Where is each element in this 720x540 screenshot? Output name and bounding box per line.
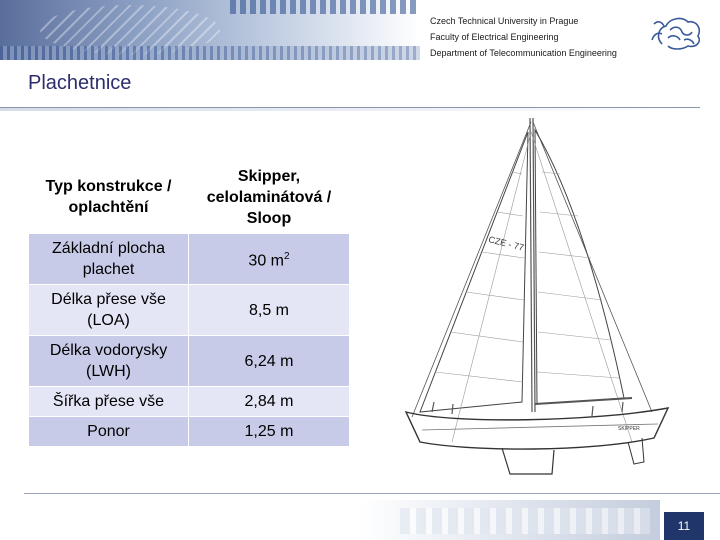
spec-label: Délka přese vše (LOA)	[29, 285, 189, 336]
spec-value: 6,24 m	[189, 336, 350, 387]
sailboat-drawing	[392, 112, 675, 479]
table-row	[29, 234, 350, 285]
table-row	[29, 417, 350, 447]
spec-value: Skipper, celolaminátová / Sloop	[189, 161, 350, 234]
table-row	[29, 387, 350, 417]
hull-label: SKIPPER	[618, 426, 640, 432]
institution-block	[430, 13, 617, 61]
title-divider	[0, 107, 700, 108]
slide-title: Plachetnice	[28, 72, 132, 94]
faculty-name: Faculty of Electrical Engineering	[430, 32, 559, 42]
spec-value-cell	[189, 234, 350, 285]
footer-decoration	[360, 500, 660, 540]
spec-label: Šířka přese vše	[29, 387, 189, 417]
university-name: Czech Technical University in Prague	[430, 16, 579, 26]
spec-label: Ponor	[29, 417, 189, 447]
page-number-badge: 11	[664, 512, 704, 540]
department-name: Department of Telecommunication Engineering	[430, 48, 617, 58]
spec-value: 8,5 m	[189, 285, 350, 336]
sail-number: CZE - 77	[487, 234, 525, 253]
spec-label: Délka vodorysky (LWH)	[29, 336, 189, 387]
specs-table	[28, 160, 350, 447]
table-row	[29, 285, 350, 336]
spec-label: Typ konstrukce / oplachtění	[29, 161, 189, 234]
spec-value: 2,84 m	[189, 387, 350, 417]
ctu-lion-logo-icon	[648, 10, 708, 52]
header-banner	[0, 0, 420, 60]
spec-value: 1,25 m	[189, 417, 350, 447]
table-row	[29, 161, 350, 234]
footer-divider	[24, 493, 720, 494]
spec-value-exponent: 2	[284, 251, 290, 263]
spec-value: 30 m	[248, 252, 284, 270]
spec-label: Základní plocha plachet	[29, 234, 189, 285]
table-row	[29, 336, 350, 387]
